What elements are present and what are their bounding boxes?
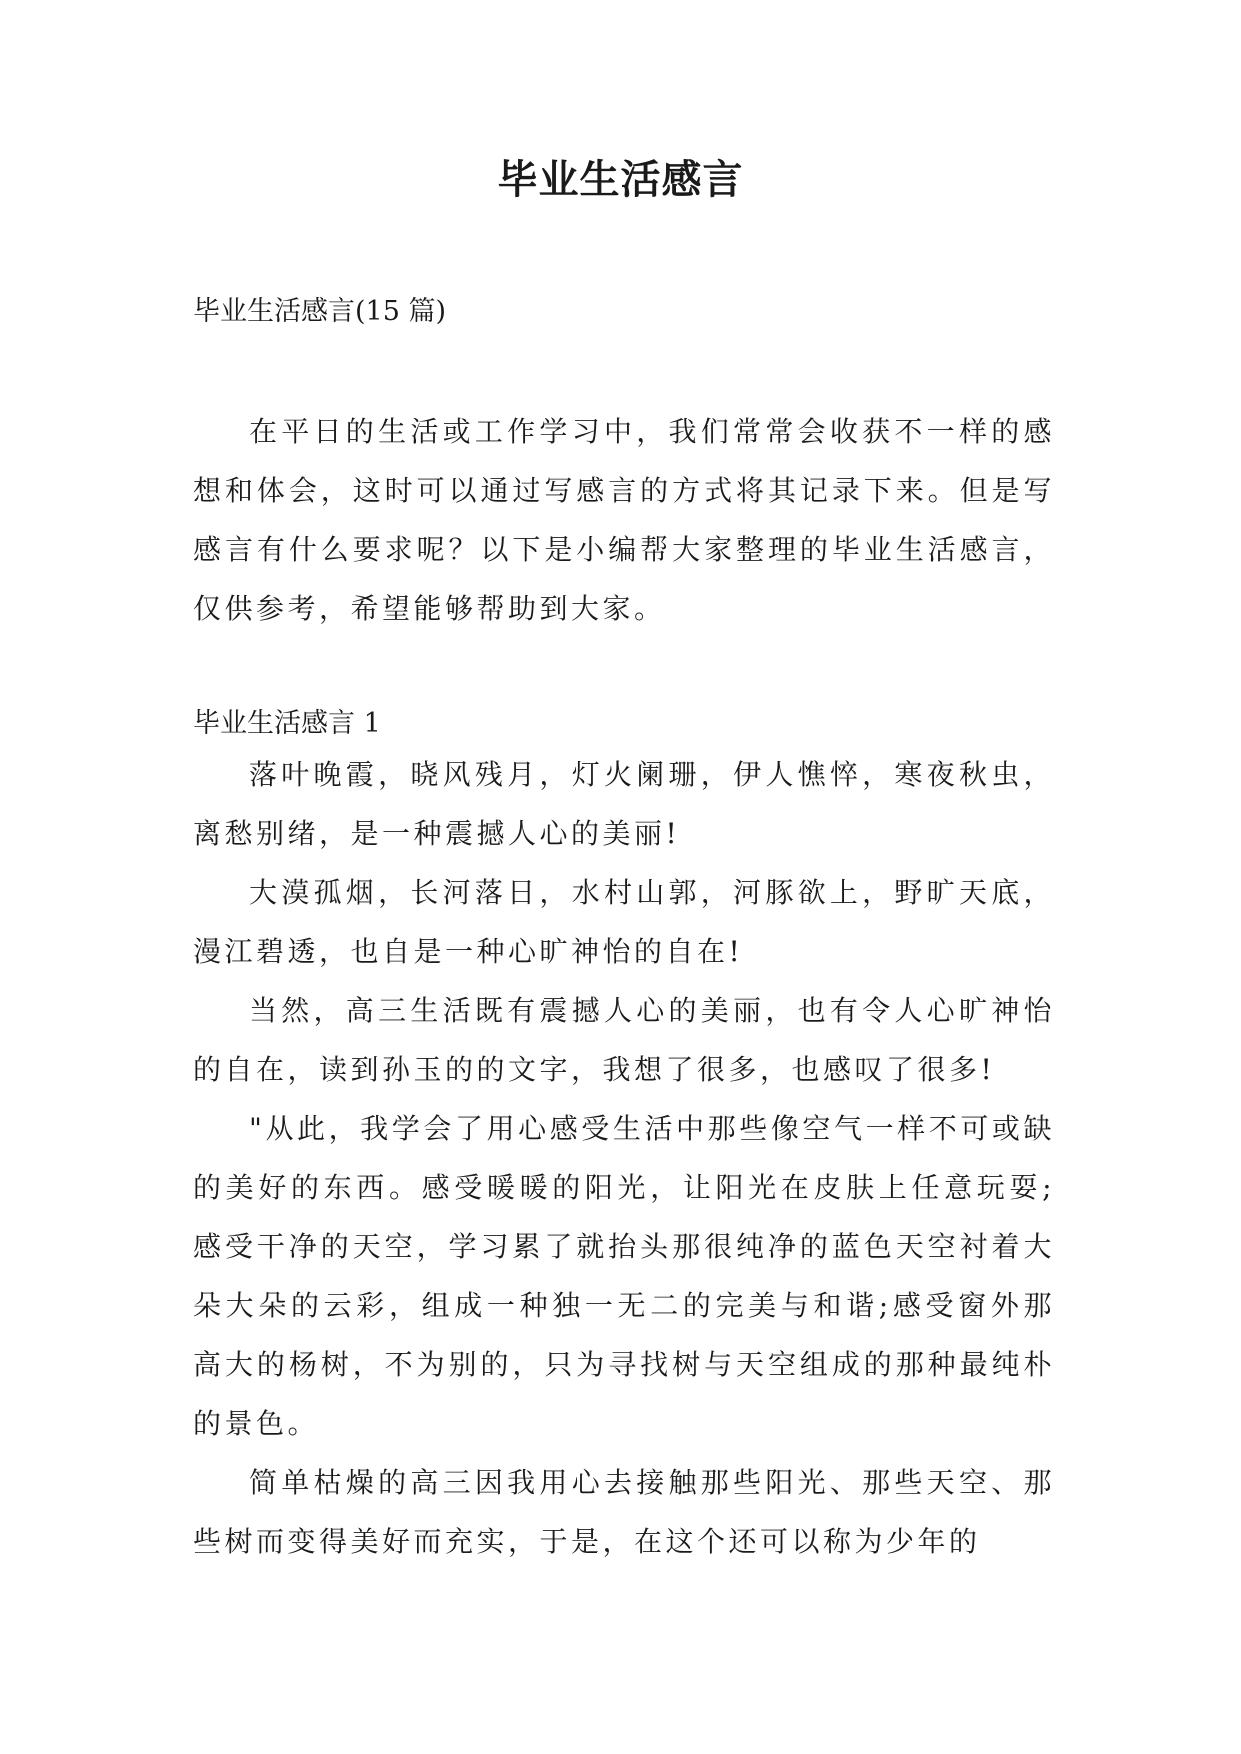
section-1-paragraph-3: 当然，高三生活既有震撼人心的美丽，也有令人心旷神怡的自在，读到孙玉的的文字，我想了很多，也感叹了很多! [193,994,1055,1086]
intro-paragraph: 在平日的生活或工作学习中，我们常常会收获不一样的感想和体会，这时可以通过写感言的方式将其记录下来。但是写感言有什么要求呢？以下是小编帮大家整理的毕业生活感言，仅供参考，希望能够帮助到大家。 [193,415,1055,625]
intro-block [193,402,1055,638]
section-1-title: 毕业生活感言 1 [193,708,381,739]
section-1-body [193,745,1055,1571]
section-1-paragraph-4: "从此，我学会了用心感受生活中那些像空气一样不可或缺的美好的东西。感受暖暖的阳光，让阳光在皮肤上任意玩耍;感受干净的天空，学习累了就抬头那很纯净的蓝色天空衬着大朵大朵的云彩，组成一种独一无二的完美与和谐;感受窗外那高大的杨树，不为别的，只为寻找树与天空组成的那种最纯朴的景色。 [193,1112,1055,1440]
section-1-paragraph-2: 大漠孤烟，长河落日，水村山郭，河豚欲上，野旷天底，漫江碧透，也自是一种心旷神怡的自在! [193,876,1055,968]
section-1-paragraph-5: 简单枯燥的高三因我用心去接触那些阳光、那些天空、那些树而变得美好而充实，于是，在这个还可以称为少年的 [193,1466,1055,1558]
section-1-paragraph-1: 落叶晚霞，晓风残月，灯火阑珊，伊人憔悴，寒夜秋虫，离愁别绪，是一种震撼人心的美丽! [193,758,1055,850]
document-subtitle: 毕业生活感言(15 篇) [193,296,447,327]
document-title: 毕业生活感言 [497,157,744,203]
